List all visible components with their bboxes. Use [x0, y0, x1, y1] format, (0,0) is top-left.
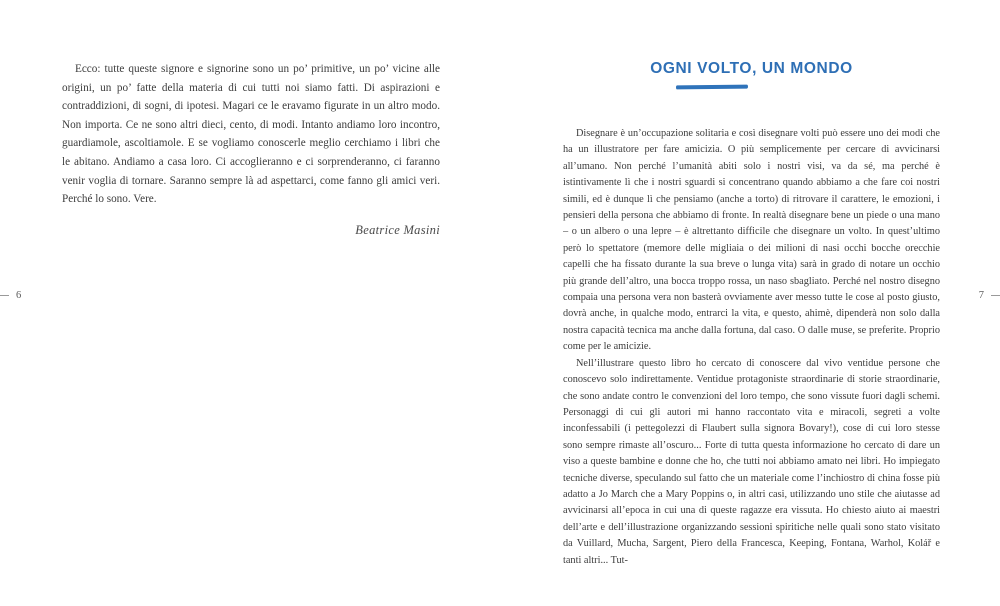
page-rule-right	[991, 295, 1000, 296]
page-marker-right	[979, 290, 1000, 301]
author-signature: Beatrice Masini	[355, 222, 440, 237]
right-paragraph-1: Disegnare è un’occupazione solitaria e così disegnare volti può essere uno dei modi che ha un illustratore per fare amicizia. O più semplicemente per cercare di avvicinarsi all’umano. Non perché l’umanità abiti solo i nostri visi, va da sé, ma perché è istintivamente lì che i nostri sguardi si concentrano quando abbiamo a che fare coi nostri simili, ed è dunque lì che pensiamo (anche a torto) di ritrovare il carattere, le emozioni, i pensieri della persona che abbiamo di fronte. In realtà disegnare bene un piede o una mano – o un albero o una lepre – è altrettanto difficile che disegnare un volto. In quest’ultimo però lo spettatore (memore delle migliaia o dei milioni di nasi occhi bocche orecchie capelli che ha fissato durante la sua breve o lunga vita) sarà in grado di notare un occhio più grande dell’altro, una bocca troppo rossa, un naso sbagliato. Perché nel nostro disegno compaia una persona vera non basterà ovviamente aver messo tutte le cose al posto giusto, dovrà anche, in qualche modo, entrarci la vita, e questo, ahimè, dipenderà non solo dalla nostra capacità tecnica ma anche dalla fortuna, dal caso. O dalle muse, se preferite. Proprio come per le amicizie.	[563, 128, 940, 353]
chapter-title: OGNI VOLTO, UN MONDO	[650, 60, 853, 77]
page-marker-left	[0, 290, 21, 301]
right-paragraph-2: Nell’illustrare questo libro ho cercato di conoscere dal vivo ventidue persone che conoscevo solo indirettamente. Ventidue protagoniste straordinarie di storie straordinarie, che sono andate contro le convenzioni del loro tempo, che sono vissute fuori dagli schemi. Personaggi di cui gli autori mi hanno raccontato vita e miracoli, segreti a volte inconfessabili (i pettegolezzi di Flaubert sulla signora Bovary!), cose di cui loro stesse sono sempre rimaste all’oscuro... Forte di tutta questa informazione ho cercato di dare un viso a queste bambine e donne che ho, che tutti noi abbiamo amato nei libri. Ho impiegato tecniche diverse, speculando sul fatto che un materiale come l’inchiostro di china fosse più adatto a Jo March che a Mary Poppins o, in altri casi, utilizzando uno stile che aiutasse ad avvicinarsi all’epoca in cui una di queste ragazze era vissuta. Ho chiesto aiuto ai maestri dell’arte e dell’illustrazione organizzando sessioni spiritiche nelle quali sono stato visitato da Vuillard, Mucha, Sargent, Piero della Francesca, Keeping, Fontana, Warhol, Kolář e tanti altri... Tut-	[563, 357, 940, 566]
left-text-block	[62, 60, 440, 238]
right-text-block	[563, 126, 940, 604]
page-number-right: 7	[978, 290, 984, 301]
page-rule-left	[0, 295, 9, 296]
chapter-header	[563, 60, 940, 89]
left-paragraph: Ecco: tutte queste signore e signorine sono un po’ primitive, un po’ vicine alle origini, un po’ fatte della materia di cui tutti noi siamo fatti. Di aspirazioni e contraddizioni, di sogni, di ipotesi. Magari ce le eravamo figurate in un altro modo. Non importa. Ce ne sono altri dieci, cento, di modi. Intanto andiamo loro incontro, guardiamole, ascoltiamole. E se vogliamo conoscerle meglio cerchiamo i libri che le abitano. Andiamo a casa loro. Ci accoglieranno e ci sorprenderanno, ci faranno venir voglia di tornare. Saranno sempre là ad aspettarci, come fanno gli amici veri. Perché lo sono. Vere.	[62, 63, 440, 206]
title-underline-stroke	[676, 85, 748, 90]
page-number-left: 6	[16, 290, 22, 301]
